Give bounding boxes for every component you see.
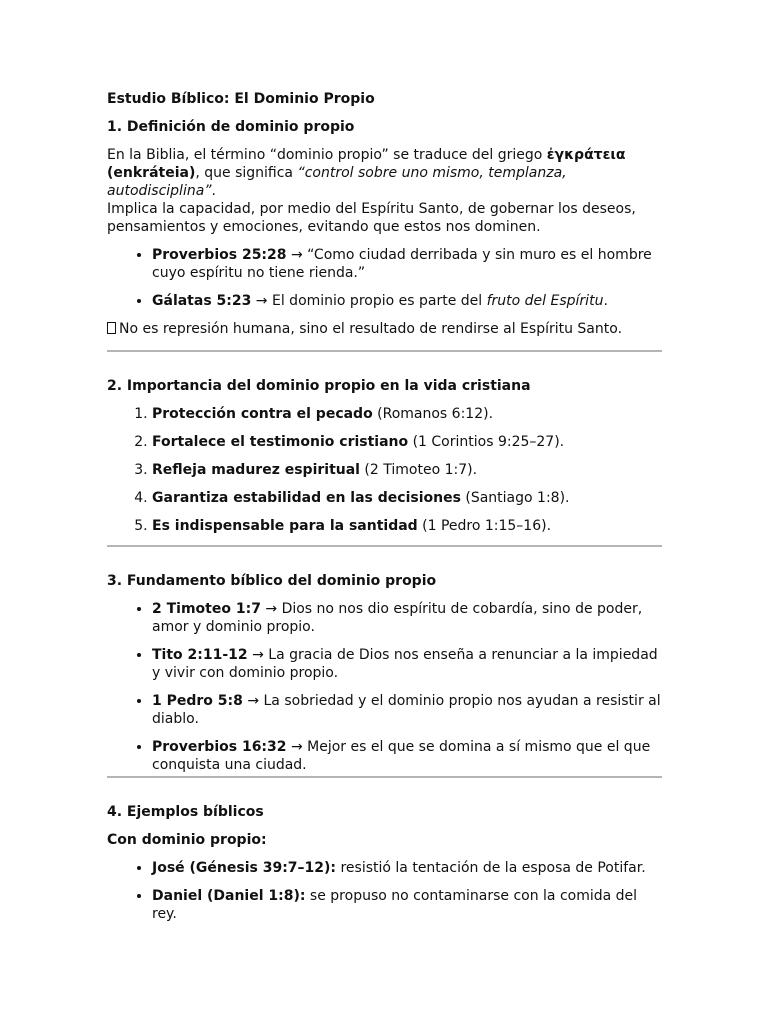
verse-list <box>107 246 663 310</box>
list-item <box>152 887 663 923</box>
verse-text: → “Como ciudad derribada y sin muro es el hombre cuyo espíritu no tiene rienda.” <box>152 247 652 281</box>
importance-list <box>107 405 663 535</box>
item-bold: Es indispensable para la santidad <box>152 518 418 534</box>
example-text: se propuso no contaminarse con la comida del rey. <box>152 888 638 922</box>
verse-list <box>107 600 663 774</box>
example-ref: José (Génesis 39:7–12): <box>152 860 337 876</box>
item-ref: (2 Timoteo 1:7). <box>359 462 478 478</box>
item-bold: Protección contra el pecado <box>152 406 373 422</box>
section-heading: 1. Definición de dominio propio <box>107 119 355 135</box>
example-text: resistió la tentación de la esposa de Potifar. <box>336 860 646 876</box>
note-line <box>107 320 663 338</box>
document-title: Estudio Bíblico: El Dominio Propio <box>107 91 375 107</box>
list-item <box>152 859 663 877</box>
item-ref: (1 Corintios 9:25–27). <box>408 434 565 450</box>
note-text: No es represión humana, sino el resultado de rendirse al Espíritu Santo. <box>119 321 623 337</box>
list-item <box>152 246 663 282</box>
section-definition <box>107 118 663 352</box>
item-ref: (1 Pedro 1:15–16). <box>417 518 552 534</box>
greek-term: ἐγκράτεια (enkráteia) <box>107 147 626 181</box>
list-item <box>152 738 663 774</box>
intro-text: . <box>211 183 216 199</box>
list-item <box>152 433 663 451</box>
section-divider <box>107 350 662 352</box>
verse-ref: 2 Timoteo 1:7 <box>152 601 261 617</box>
section-foundation <box>107 572 663 778</box>
list-item <box>152 600 663 636</box>
verse-ref: Proverbios 25:28 <box>152 247 287 263</box>
verse-text: → Dios no nos dio espíritu de cobardía, sino de poder, amor y dominio propio. <box>152 601 643 635</box>
verse-text: → La gracia de Dios nos enseña a renunciar a la impiedad y vivir con dominio propio. <box>152 647 658 681</box>
section-heading: 4. Ejemplos bíblicos <box>107 804 264 820</box>
section-heading: 2. Importancia del dominio propio en la vida cristiana <box>107 378 531 394</box>
section-heading: 3. Fundamento bíblico del dominio propio <box>107 573 437 589</box>
section-divider <box>107 545 662 547</box>
example-list <box>107 859 663 923</box>
list-item <box>152 692 663 728</box>
section-examples <box>107 803 663 923</box>
list-item <box>152 646 663 682</box>
list-item <box>152 517 663 535</box>
item-ref: (Romanos 6:12). <box>372 406 494 422</box>
item-ref: (Santiago 1:8). <box>460 490 570 506</box>
verse-ref: 1 Pedro 5:8 <box>152 693 243 709</box>
missing-glyph-icon <box>107 322 116 334</box>
meaning-text: “control sobre uno mismo, templanza, autodisciplina” <box>107 165 567 199</box>
example-ref: Daniel (Daniel 1:8): <box>152 888 306 904</box>
section-importance <box>107 377 663 547</box>
verse-end: . <box>603 293 608 309</box>
definition-paragraph <box>107 146 663 200</box>
list-item <box>152 405 663 423</box>
list-item <box>152 489 663 507</box>
verse-text: → Mejor es el que se domina a sí mismo que el que conquista una ciudad. <box>152 739 651 773</box>
verse-text: → La sobriedad y el dominio propio nos ayudan a resistir al diablo. <box>152 693 661 727</box>
list-item <box>152 292 663 310</box>
list-item <box>152 461 663 479</box>
verse-italic: fruto del Espíritu <box>486 293 604 309</box>
verse-text: → El dominio propio es parte del <box>251 293 487 309</box>
item-bold: Garantiza estabilidad en las decisiones <box>152 490 461 506</box>
verse-ref: Gálatas 5:23 <box>152 293 252 309</box>
section-divider <box>107 776 662 778</box>
document-content <box>107 90 663 933</box>
item-bold: Refleja madurez espiritual <box>152 462 360 478</box>
subsection-heading: Con dominio propio: <box>107 832 267 848</box>
item-bold: Fortalece el testimonio cristiano <box>152 434 409 450</box>
verse-ref: Proverbios 16:32 <box>152 739 287 755</box>
intro-text: , que significa <box>195 165 298 181</box>
intro-text: En la Biblia, el término “dominio propio” se traduce del griego <box>107 147 547 163</box>
verse-ref: Tito 2:11-12 <box>152 647 248 663</box>
definition-paragraph-2: Implica la capacidad, por medio del Espíritu Santo, de gobernar los deseos, pensamientos y emociones, evitando que estos nos dominen. <box>107 201 636 235</box>
